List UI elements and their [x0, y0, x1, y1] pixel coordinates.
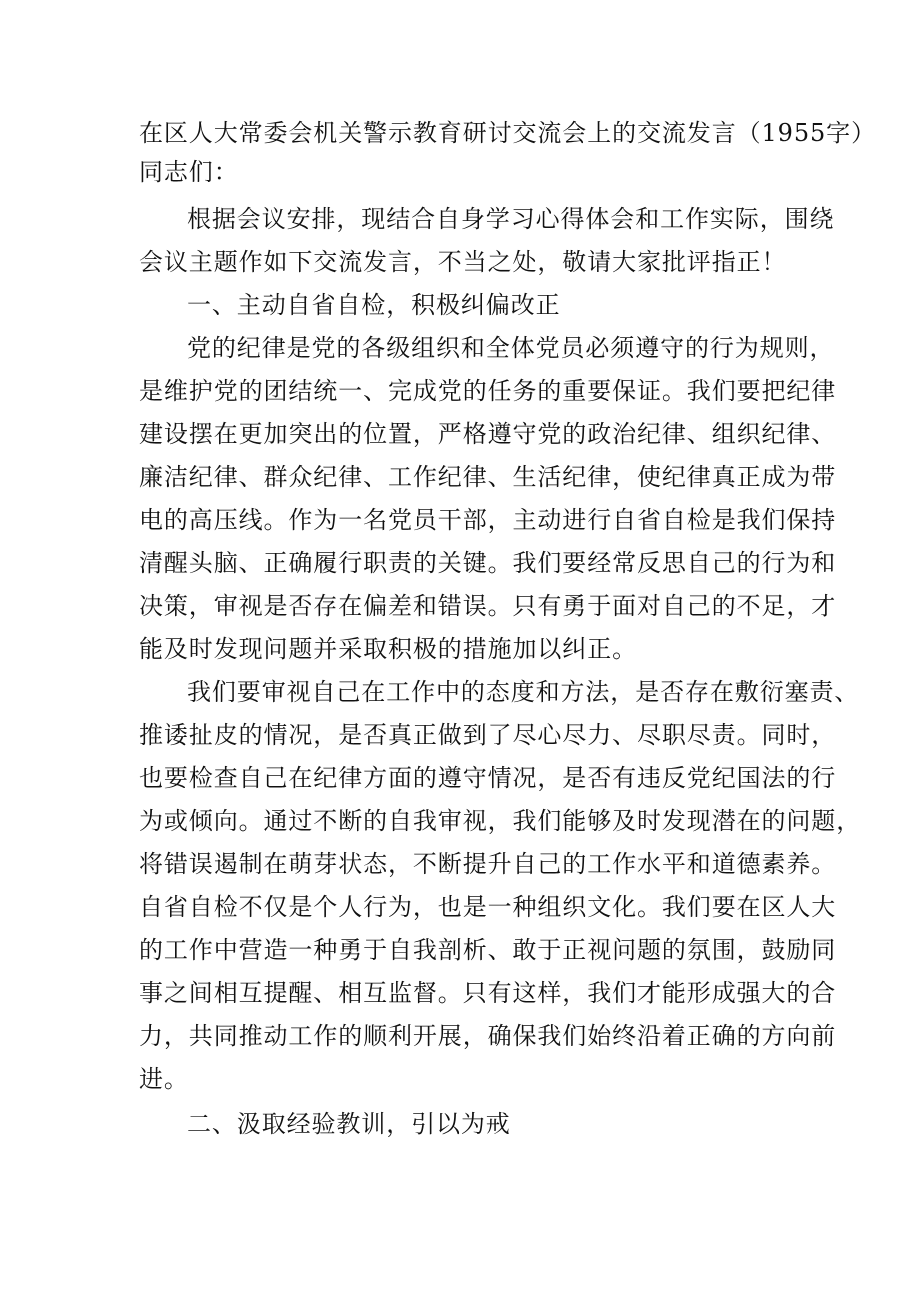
salutation: 同志们：	[139, 158, 239, 186]
text-line: 力，共同推动工作的顺利开展，确保我们始终沿着正确的方向前	[139, 1022, 837, 1050]
text-line: 是维护党的团结统一、完成党的任务的重要保证。我们要把纪律	[139, 377, 837, 405]
document-title: 在区人大常委会机关警示教育研讨交流会上的交流发言（1955字）	[139, 119, 876, 147]
text-line: 电的高压线。作为一名党员干部，主动进行自省自检是我们保持	[139, 506, 837, 534]
text-line: 廉洁纪律、群众纪律、工作纪律、生活纪律，使纪律真正成为带	[139, 463, 837, 491]
text-line: 建设摆在更加突出的位置，严格遵守党的政治纪律、组织纪律、	[139, 420, 837, 448]
section-heading: 二、汲取经验教训，引以为戒	[187, 1110, 511, 1138]
text-line: 清醒头脑、正确履行职责的关键。我们要经常反思自己的行为和	[139, 549, 837, 577]
text-line: 事之间相互提醒、相互监督。只有这样，我们才能形成强大的合	[139, 979, 837, 1007]
text-line: 根据会议安排，现结合自身学习心得体会和工作实际，围绕	[187, 205, 835, 233]
text-line: 党的纪律是党的各级组织和全体党员必须遵守的行为规则，	[187, 334, 835, 362]
text-line: 我们要审视自己在工作中的态度和方法，是否存在敷衍塞责、	[187, 678, 860, 706]
text-line: 的工作中营造一种勇于自我剖析、敢于正视问题的氛围，鼓励同	[139, 936, 837, 964]
text-line: 也要检查自己在纪律方面的遵守情况，是否有违反党纪国法的行	[139, 764, 837, 792]
text-line: 将错误遏制在萌芽状态，不断提升自己的工作水平和道德素养。	[139, 850, 837, 878]
text-line: 自省自检不仅是个人行为，也是一种组织文化。我们要在区人大	[139, 893, 837, 921]
text-line: 推诿扯皮的情况，是否真正做到了尽心尽力、尽职尽责。同时，	[139, 721, 837, 749]
text-line: 会议主题作如下交流发言，不当之处，敬请大家批评指正！	[139, 248, 787, 276]
text-line: 进。	[139, 1065, 189, 1093]
text-line: 为或倾向。通过不断的自我审视，我们能够及时发现潜在的问题，	[139, 807, 862, 835]
text-line: 能及时发现问题并采取积极的措施加以纠正。	[139, 635, 637, 663]
text-line: 决策，审视是否存在偏差和错误。只有勇于面对自己的不足，才	[139, 592, 837, 620]
section-heading: 一、主动自省自检，积极纠偏改正	[187, 291, 561, 319]
